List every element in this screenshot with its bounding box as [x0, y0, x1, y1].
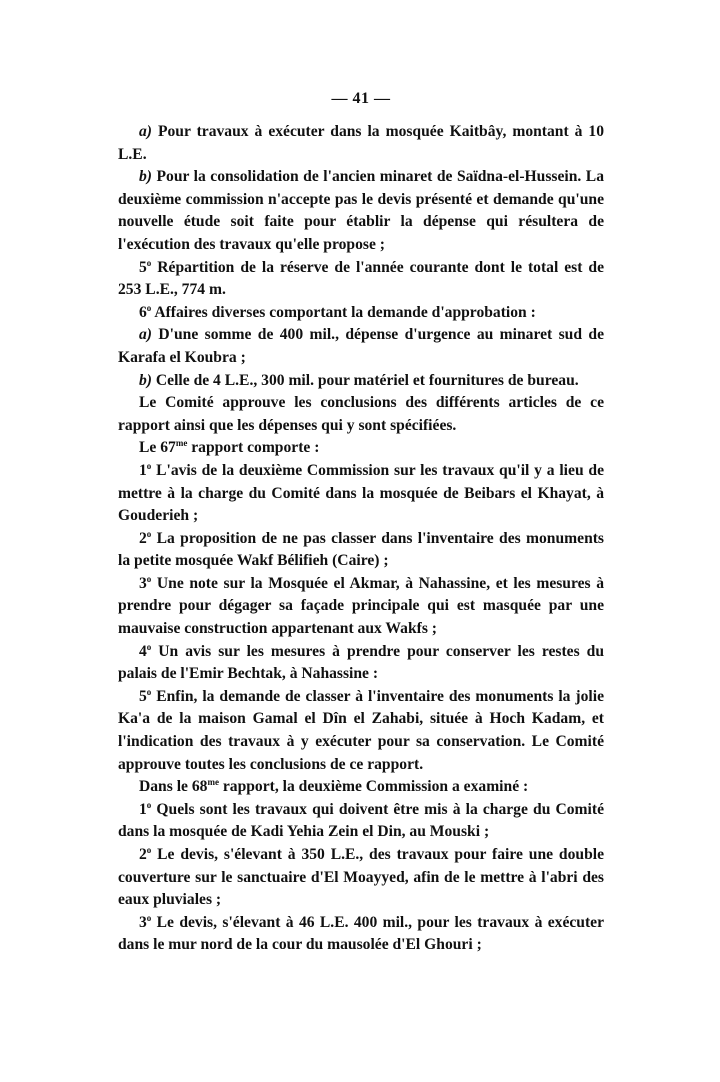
- paragraph-comite-approuve: Le Comité approuve les conclusions des différents articles de ce rapport ainsi que les dépenses qui y sont spécifiées.: [118, 394, 604, 434]
- paragraph-a-karafa: a) D'une somme de 400 mil., dépense d'urgence au minaret sud de Karafa el Koubra ;: [118, 326, 604, 366]
- paragraph-b-bureau: b) Celle de 4 L.E., 300 mil. pour matériel et fournitures de bureau.: [139, 371, 579, 389]
- paragraph-68-rapport: Dans le $68^{me}$ rapport, la deuxième Commission a examiné :: [139, 777, 529, 796]
- document-page: [118, 88, 604, 957]
- paragraph-b-hussein: b) Pour la consolidation de l'ancien minaret de Saïdna-el-Hussein. La deuxième commission n'accepte pas le devis présenté et demande qu'une nouvelle étude soit faite pour établir la dépense qui résultera de l'exécution des travaux qu'elle propose ;: [118, 168, 604, 253]
- paragraph-6-affaires: 6$^o$ Affaires diverses comportant la demande d'approbation :: [139, 302, 536, 321]
- paragraph-2-belifieh: 2$^o$ La proposition de ne pas classer dans l'inventaire des monuments la petite mosquée Wakf Bélifieh (Caire) ;: [118, 528, 604, 570]
- paragraph-67-rapport: Le $67^{me}$ rapport comporte :: [139, 438, 320, 457]
- paragraph-1-kadi-yehia: 1$^o$ Quels sont les travaux qui doivent être mis à la charge du Comité dans la mosquée de Kadi Yehia Zein el Din, au Mouski ;: [118, 799, 604, 841]
- page-number: — 41 —: [331, 90, 391, 107]
- paragraph-4-bechtak: 4$^o$ Un avis sur les mesures à prendre pour conserver les restes du palais de l'Emir Bechtak, à Nahassine :: [118, 641, 604, 683]
- paragraph-3-akmar: 3$^o$ Une note sur la Mosquée el Akmar, à Nahassine, et les mesures à prendre pour dégager sa façade principale qui est masquée par une mauvaise construction appartenant aux Wakfs ;: [118, 573, 604, 638]
- paragraph-5-repartition: 5$^o$ Répartition de la réserve de l'année courante dont le total est de 253 L.E., 774 m.: [118, 257, 604, 299]
- paragraph-3-ghouri: 3$^o$ Le devis, s'élevant à 46 L.E. 400 mil., pour les travaux à exécuter dans le mur nord de la cour du mausolée d'El Ghouri ;: [118, 912, 604, 954]
- paragraph-a-kaitbay: a) Pour travaux à exécuter dans la mosquée Kaitbây, montant à 10 L.E.: [118, 123, 604, 163]
- paragraph-5-gamal: 5$^o$ Enfin, la demande de classer à l'inventaire des monuments la jolie Ka'a de la maison Gamal el Dîn el Zahabi, située à Hoch Kadam, et l'indication des travaux à y exécuter pour sa conservation. Le Comité approuve toutes les conclusions de ce rapport.: [118, 686, 604, 773]
- paragraph-1-beibars: 1$^o$ L'avis de la deuxième Commission sur les travaux qu'il y a lieu de mettre à la charge du Comité dans la mosquée de Beibars el Khayat, à Gouderieh ;: [118, 460, 604, 525]
- paragraph-2-moayyed: 2$^o$ Le devis, s'élevant à 350 L.E., des travaux pour faire une double couverture sur le sanctuaire d'El Moayyed, afin de le mettre à l'abri des eaux pluviales ;: [118, 845, 604, 909]
